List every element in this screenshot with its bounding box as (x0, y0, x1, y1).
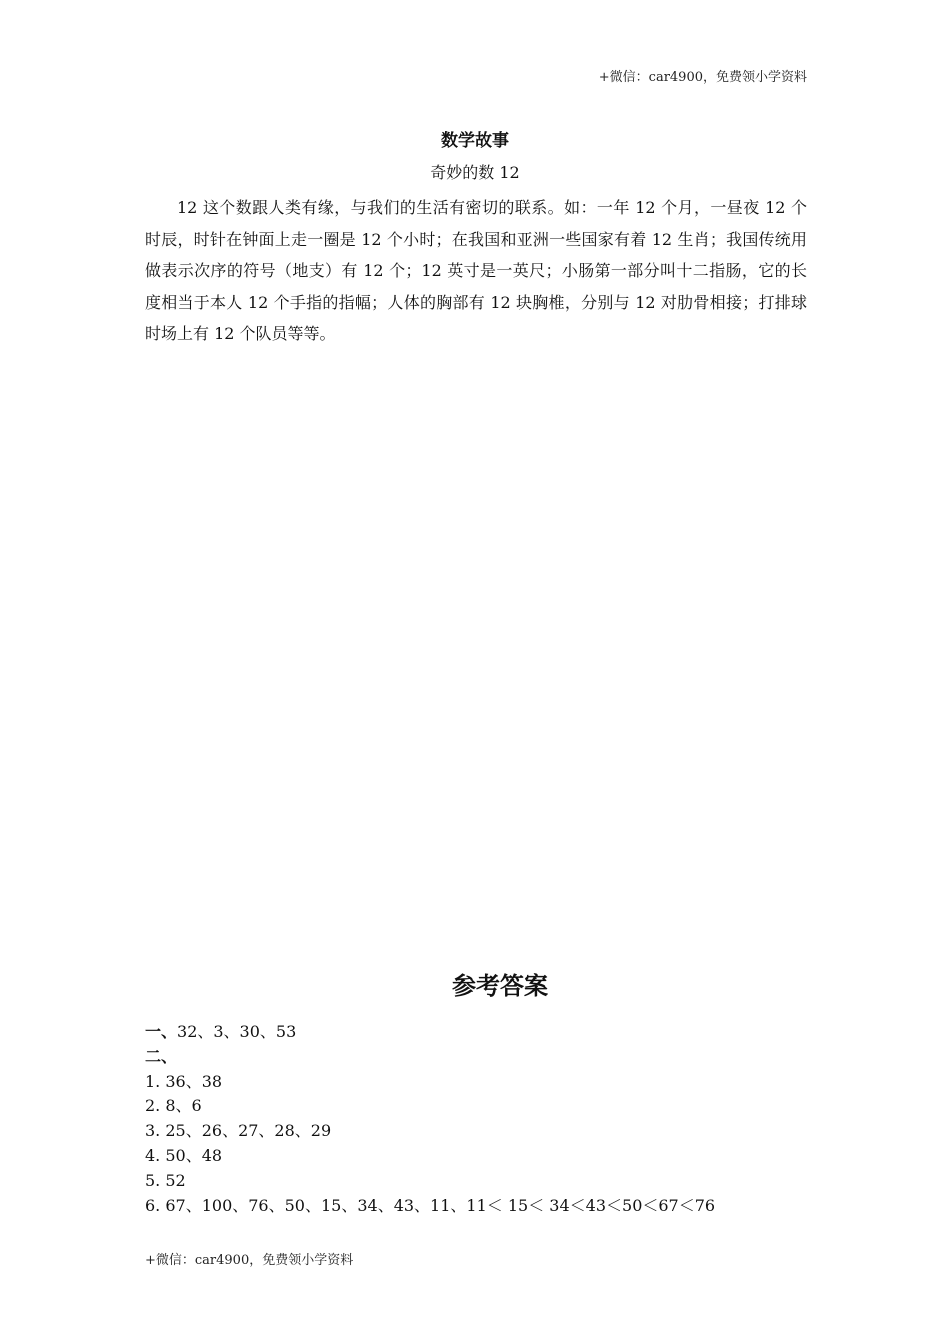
answer-item-4: 4. 50、48 (145, 1145, 223, 1165)
section-1-text: 32、3、30、53 (177, 1022, 297, 1041)
answers-list (145, 1020, 845, 1218)
section-1-label: 一、 (145, 1022, 178, 1041)
answer-item-3: 3. 25、26、27、28、29 (145, 1121, 332, 1141)
answer-section-2-label: 二、 (145, 1046, 178, 1066)
answer-item-6: 6. 67、100、76、50、15、34、43、11、11＜ 15＜ 34＜43＜50＜67＜76 (145, 1195, 716, 1215)
answer-item-1: 1. 36、38 (145, 1071, 223, 1091)
story-title: 数学故事 (441, 131, 509, 151)
story-subtitle: 奇妙的数 12 (430, 163, 520, 182)
footer-note: +微信：car4900，免费领小学资料 (145, 1253, 354, 1268)
story-body: 12 这个数跟人类有缘，与我们的生活有密切的联系。如：一年 12 个月，一昼夜 12 个时辰，时针在钟面上走一圈是 12 个小时；在我国和亚洲一些国家有着 12 生肖；我国传统用做表示次序的符号（地支）有 12 个；12 英寸是一英尺；小肠第一部分叫十二指肠，它的长度相当于本人 12 个手指的指幅；人体的胸部有 12 块胸椎，分别与 12 对肋骨相接；打排球时场上有 12 个队员等等。 (145, 198, 807, 343)
answers-title: 参考答案 (452, 971, 548, 1000)
answer-item-2: 2. 8、6 (145, 1096, 202, 1116)
header-note: +微信：car4900，免费领小学资料 (598, 70, 807, 85)
answer-item-5: 5. 52 (145, 1170, 186, 1190)
answer-section-1 (145, 1020, 845, 1045)
